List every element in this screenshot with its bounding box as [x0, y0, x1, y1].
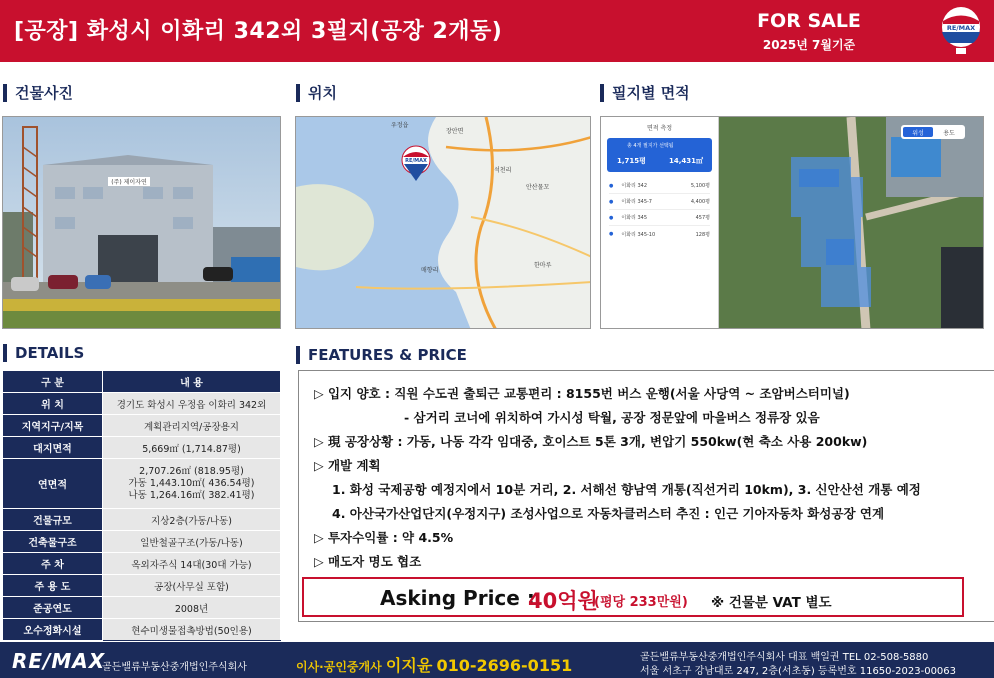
svg-text:매향리: 매향리	[421, 267, 439, 274]
table-row	[3, 619, 281, 641]
table-row	[3, 459, 281, 509]
svg-text:(주) 제이자연: (주) 제이자연	[111, 179, 147, 186]
row-key: 지역지구/지목	[3, 415, 103, 437]
area-row[interactable]: ● 이화리 345-10 128평	[609, 231, 710, 238]
location-map	[295, 116, 591, 329]
remax-balloon-logo	[938, 6, 984, 56]
row-value: 계획관리지역/공장용지	[103, 415, 281, 437]
area-summary-card: 총 4개 필지가 선택됨 1,715평 14,431㎡	[607, 138, 712, 172]
section-location-heading: 위치	[296, 82, 337, 103]
feature-line: 1. 화성 국제공항 예정지에서 10분 거리, 2. 서해선 향남역 개통(직선거리 10km), 3. 신안산선 개통 예정	[332, 482, 921, 497]
feature-line: ▷ 개발 계획	[314, 458, 381, 473]
row-value: 2008년	[103, 597, 281, 619]
footer-contact-line2: 서울 서초구 강남대로 247, 2층(서초동) 등록번호 11650-2023-00063	[640, 666, 957, 677]
svg-text:석천리: 석천리	[494, 167, 512, 174]
row-key: 대지면적	[3, 437, 103, 459]
page-title: [공장] 화성시 이화리 342외 3필지(공장 2개동)	[14, 19, 503, 44]
section-photo-heading: 건물사진	[3, 82, 73, 103]
feature-line: ▷ 투자수익률 : 약 4.5%	[314, 530, 454, 545]
row-key: 위 치	[3, 393, 103, 415]
building-photo	[2, 116, 281, 329]
row-value: 현수미생물접촉방법(50인용)	[103, 619, 281, 641]
svg-text:RE/MAX: RE/MAX	[946, 24, 976, 32]
feature-line: ▷ 매도자 명도 협조	[314, 554, 422, 569]
svg-text:안산물꼬: 안산물꼬	[526, 184, 550, 191]
details-col-key: 구 분	[3, 371, 103, 393]
table-row	[3, 393, 281, 415]
agent-name: 이지윤	[385, 656, 433, 675]
row-value: 일반철골구조(가동/나동)	[103, 531, 281, 553]
row-key: 건물규모	[3, 509, 103, 531]
row-key: 연면적	[3, 459, 103, 509]
area-side-panel	[601, 117, 719, 329]
row-key: 주 차	[3, 553, 103, 575]
row-key: 오수정화시설	[3, 619, 103, 641]
row-key: 준공연도	[3, 597, 103, 619]
area-row[interactable]: ● 이화리 345-7 4,400평	[609, 194, 710, 210]
row-value: 5,669㎡ (1,714.87평)	[103, 437, 281, 459]
svg-text:우정읍: 우정읍	[391, 122, 409, 129]
feature-line: - 삼거리 코너에 위치하여 가시성 탁월, 공장 정문앞에 마을버스 정류장 있음	[404, 410, 820, 425]
header-banner	[0, 0, 994, 62]
svg-text:한마루: 한마루	[534, 262, 552, 269]
area-row[interactable]: ● 이화리 342 5,100평	[609, 178, 710, 194]
area-row[interactable]: ● 이화리 345 457평	[609, 210, 710, 226]
table-row	[3, 531, 281, 553]
table-row	[3, 437, 281, 459]
section-details-heading: DETAILS	[3, 344, 84, 362]
date-label: 2025년 7월기준	[762, 38, 856, 52]
svg-text:RE/MAX: RE/MAX	[405, 158, 427, 164]
svg-text:장안면: 장안면	[446, 128, 464, 135]
feature-line: ▷ 입지 양호 : 직원 수도권 출퇴근 교통편리 : 8155번 버스 운행(서울 사당역 ~ 조암버스터미널)	[314, 386, 850, 401]
for-sale-label: FOR SALE	[757, 10, 861, 32]
section-features-heading: FEATURES & PRICE	[296, 346, 467, 364]
row-key: 주 용 도	[3, 575, 103, 597]
asking-price-value: 40억원	[528, 589, 598, 613]
price-per-pyeong: (평당 233만원)	[594, 595, 688, 610]
row-value: 지상2층(가동/나동)	[103, 509, 281, 531]
table-row	[3, 415, 281, 437]
footer-bar	[0, 642, 994, 678]
vat-note: ※ 건물분 VAT 별도	[711, 595, 832, 611]
feature-line: 4. 아산국가산업단지(우정지구) 조성사업으로 자동차클러스터 추진 : 인근 기아자동차 화성공장 연계	[332, 506, 885, 521]
row-value: 2,707.26㎡ (818.95평) 가동 1,443.10㎡( 436.54평) 나동 1,264.16㎡( 382.41평)	[103, 459, 281, 509]
parcel-area-map	[600, 116, 984, 329]
svg-text:위성: 위성	[912, 130, 924, 137]
footer-company: 골든밸류부동산중개법인주식회사	[102, 662, 247, 673]
table-row	[3, 597, 281, 619]
area-panel-header: 면적 측정	[646, 125, 673, 132]
table-row	[3, 575, 281, 597]
footer-agent: 이사·공인중개사 이지윤 010-2696-0151	[296, 656, 573, 675]
row-value: 옥외자주식 14대(30대 가능)	[103, 553, 281, 575]
row-key: 건축물구조	[3, 531, 103, 553]
footer-logo: RE/MAX	[12, 649, 106, 673]
feature-line: ▷ 現 공장상황 : 가동, 나동 각각 임대중, 호이스트 5톤 3개, 변압기 550kw(현 축소 사용 200kw)	[314, 434, 868, 449]
row-value: 경기도 화성시 우정읍 이화리 342외	[103, 393, 281, 415]
asking-price-box	[302, 577, 964, 617]
table-row	[3, 553, 281, 575]
agent-phone[interactable]: 010-2696-0151	[436, 656, 573, 675]
asking-price-label: Asking Price :	[380, 586, 535, 610]
svg-text:용도: 용도	[943, 130, 955, 137]
row-value: 공장(사무실 포함)	[103, 575, 281, 597]
details-col-value: 내 용	[103, 371, 281, 393]
table-row	[3, 509, 281, 531]
details-table	[2, 370, 281, 641]
footer-contact-line1: 골든밸류부동산중개법인주식회사 대표 백일권 TEL 02-508-5880	[640, 652, 929, 663]
details-header-row	[3, 371, 281, 393]
section-area-heading: 필지별 면적	[600, 82, 690, 103]
